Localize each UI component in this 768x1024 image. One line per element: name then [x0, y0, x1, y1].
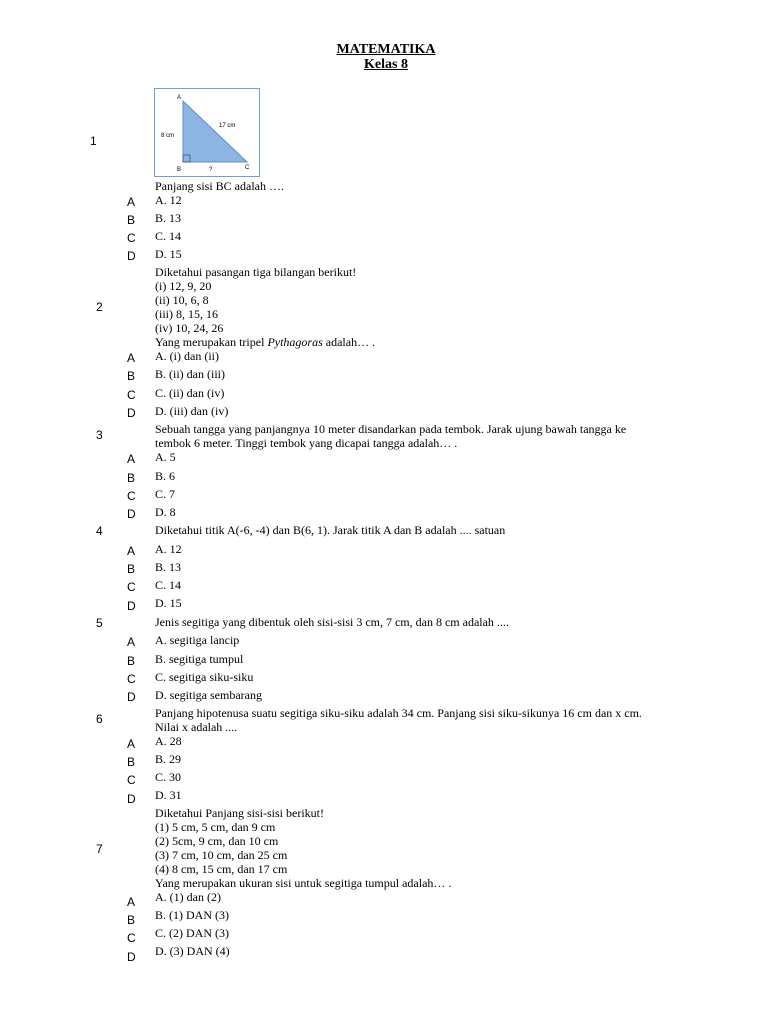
option-letter: B — [127, 471, 136, 485]
question-text — [155, 335, 375, 349]
option-letter: A — [127, 544, 136, 558]
option-text: C. 30 — [155, 770, 182, 784]
option-letter: D — [127, 950, 136, 964]
option-text: B. (1) DAN (3) — [155, 908, 229, 922]
option-letter: A — [127, 452, 136, 466]
triangle-diagram — [155, 89, 258, 175]
question-text: (3) 7 cm, 10 cm, dan 25 cm — [155, 848, 288, 862]
question-number: 2 — [96, 300, 103, 314]
option-text: D. segitiga sembarang — [155, 688, 262, 702]
question-text: (1) 5 cm, 5 cm, dan 9 cm — [155, 820, 276, 834]
option-letter: A — [127, 737, 136, 751]
question-text: (i) 12, 9, 20 — [155, 279, 212, 293]
option-letter: C — [127, 231, 136, 245]
triangle-shape — [183, 101, 247, 162]
option-text: A. 28 — [155, 734, 182, 748]
option-letter: D — [127, 249, 136, 263]
question-number: 4 — [96, 524, 103, 538]
option-text: D. 15 — [155, 596, 182, 610]
option-text: A. segitiga lancip — [155, 633, 240, 647]
option-letter: B — [127, 562, 136, 576]
option-text: C. (ii) dan (iv) — [155, 386, 225, 400]
question-text: Diketahui pasangan tiga bilangan berikut! — [155, 265, 357, 279]
side-bc-label: ? — [209, 167, 213, 173]
option-text: D. (iii) dan (iv) — [155, 404, 229, 418]
option-letter: A — [127, 195, 136, 209]
option-letter: D — [127, 792, 136, 806]
option-letter: D — [127, 406, 136, 420]
option-text: A. 5 — [155, 450, 176, 464]
question-number: 6 — [96, 712, 103, 726]
question-text: Diketahui Panjang sisi-sisi berikut! — [155, 806, 324, 820]
question-text: Diketahui titik A(-6, -4) dan B(6, 1). Jarak titik A dan B adalah .... satuan — [155, 523, 506, 537]
question-number: 1 — [90, 134, 97, 148]
option-letter: D — [127, 599, 136, 613]
option-letter: A — [127, 635, 136, 649]
right-triangle-figure — [154, 88, 260, 177]
option-text: C. (2) DAN (3) — [155, 926, 229, 940]
option-text: B. 13 — [155, 211, 182, 225]
option-letter: D — [127, 690, 136, 704]
option-text: C. 7 — [155, 487, 176, 501]
question-text-part: Yang merupakan tripel — [155, 335, 268, 349]
option-letter: A — [127, 351, 136, 365]
question-text: Jenis segitiga yang dibentuk oleh sisi-sisi 3 cm, 7 cm, dan 8 cm adalah .... — [155, 615, 509, 629]
option-letter: B — [127, 913, 136, 927]
option-text: C. 14 — [155, 229, 182, 243]
option-text: C. 14 — [155, 578, 182, 592]
side-ac-label: 17 cm — [219, 123, 236, 129]
vertex-b-label: B — [177, 167, 182, 173]
question-text-part: adalah… . — [322, 335, 376, 349]
option-text: A. 12 — [155, 193, 182, 207]
option-text: D. (3) DAN (4) — [155, 944, 230, 958]
option-letter: C — [127, 388, 136, 402]
option-text: C. segitiga siku-siku — [155, 670, 254, 684]
option-letter: C — [127, 580, 136, 594]
vertex-c-label: C — [245, 165, 250, 171]
option-text: A. (1) dan (2) — [155, 890, 221, 904]
question-text: (iii) 8, 15, 16 — [155, 307, 218, 321]
question-text: Panjang sisi BC adalah …. — [155, 179, 284, 193]
option-letter: B — [127, 654, 136, 668]
question-text: tembok 6 meter. Tinggi tembok yang dicapai tangga adalah… . — [155, 436, 458, 450]
question-text: (4) 8 cm, 15 cm, dan 17 cm — [155, 862, 288, 876]
option-text: B. (ii) dan (iii) — [155, 367, 225, 381]
option-letter: D — [127, 507, 136, 521]
vertex-a-label: A — [177, 95, 182, 101]
question-text: Nilai x adalah .... — [155, 720, 238, 734]
question-text: Panjang hipotenusa suatu segitiga siku-siku adalah 34 cm. Panjang sisi siku-sikunya 16 cm dan x cm. — [155, 706, 642, 720]
document-subtitle: Kelas 8 — [364, 57, 408, 72]
question-number: 3 — [96, 428, 103, 442]
question-number: 5 — [96, 616, 103, 630]
question-text: (iv) 10, 24, 26 — [155, 321, 224, 335]
option-letter: C — [127, 931, 136, 945]
option-letter: B — [127, 213, 136, 227]
option-letter: A — [127, 895, 136, 909]
question-text: (ii) 10, 6, 8 — [155, 293, 209, 307]
document-title: MATEMATIKA — [336, 42, 436, 57]
option-text: B. 29 — [155, 752, 182, 766]
option-text: D. 31 — [155, 788, 182, 802]
option-text: D. 8 — [155, 505, 176, 519]
side-ab-label: 8 cm — [161, 133, 175, 139]
option-letter: C — [127, 773, 136, 787]
option-letter: C — [127, 672, 136, 686]
question-number: 7 — [96, 842, 103, 856]
question-text: Sebuah tangga yang panjangnya 10 meter disandarkan pada tembok. Jarak ujung bawah tangga ke — [155, 422, 627, 436]
option-letter: C — [127, 489, 136, 503]
option-letter: B — [127, 755, 136, 769]
option-text: A. (i) dan (ii) — [155, 349, 219, 363]
question-text: (2) 5cm, 9 cm, dan 10 cm — [155, 834, 279, 848]
document-header — [326, 42, 446, 72]
option-text: B. segitiga tumpul — [155, 652, 244, 666]
option-text: A. 12 — [155, 542, 182, 556]
question-text: Yang merupakan ukuran sisi untuk segitiga tumpul adalah… . — [155, 876, 452, 890]
option-text: D. 15 — [155, 247, 182, 261]
option-text: B. 13 — [155, 560, 182, 574]
option-text: B. 6 — [155, 469, 176, 483]
question-text-emphasis: Pythagoras — [267, 335, 323, 349]
option-letter: B — [127, 369, 136, 383]
